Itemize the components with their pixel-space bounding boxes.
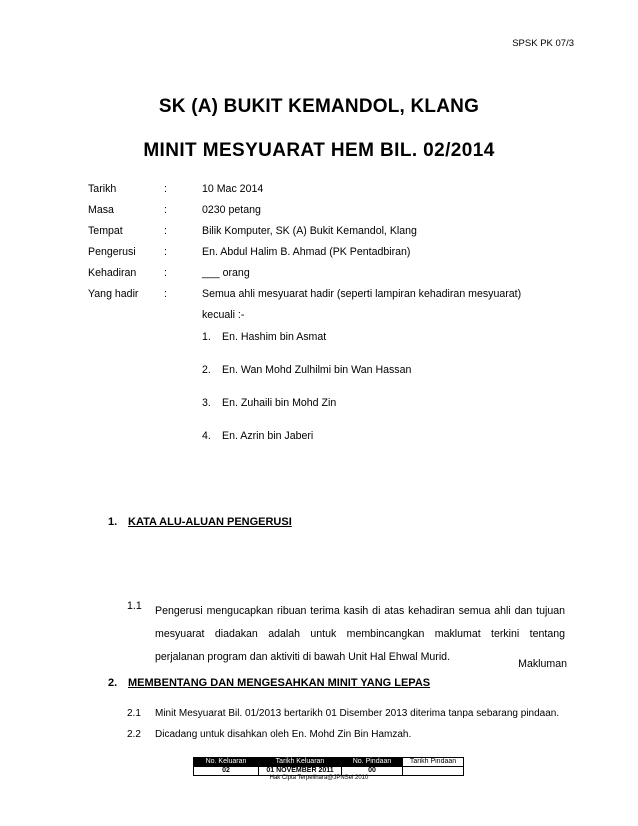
except-label: kecuali :- [202,309,245,321]
absentee-name: En. Azrin bin Jaberi [222,430,314,442]
info-value: ___ orang [202,267,250,279]
info-row-date [88,183,568,204]
absentee-item [88,397,568,430]
absentee-number: 1. [202,331,211,343]
value-cell: 01 NOVEMBER 2011 [259,767,342,776]
section-title: KATA ALU-ALUAN PENGERUSI [128,516,292,528]
absentee-item [88,331,568,364]
info-value: 0230 petang [202,204,261,216]
absentee-name: En. Hashim bin Asmat [222,331,327,343]
info-colon: : [164,267,167,279]
copyright-note: Hak Cipta Terpelihara@JPNSel 2010 [269,775,369,781]
absentee-item [88,430,568,463]
info-label: Masa [88,204,114,216]
action-note: Makluman [518,658,567,670]
info-value: En. Abdul Halim B. Ahmad (PK Pentadbiran) [202,246,411,258]
section-number: 1. [108,516,118,528]
item-number: 2.1 [127,708,141,719]
item-text: Dicadang untuk disahkan oleh En. Mohd Zin Bin Hamzah. [155,729,412,740]
except-line [88,309,568,331]
release-header-row [194,758,464,767]
absentee-item [88,364,568,397]
info-label: Kehadiran [88,267,137,279]
item-text: Pengerusi mengucapkan ribuan terima kasih di atas kehadiran semua ahli dan tujuan mesyuarat diadakan adalah untuk membincangkan maklumat terkini tentang perjalanan program dan aktiviti di bawah Unit Hal Ehwal Murid. [155,605,565,663]
absentee-name: En. Zuhaili bin Mohd Zin [222,397,337,409]
info-value: Semua ahli mesyuarat hadir (seperti lampiran kehadiran mesyuarat) [202,288,522,300]
value-cell: 00 [342,767,403,776]
header-cell: Tarikh Keluaran [259,758,342,767]
info-colon: : [164,288,167,300]
info-row-place [88,225,568,246]
info-row-present [88,288,568,309]
meeting-info [88,183,568,463]
info-label: Tempat [88,225,123,237]
info-label: Pengerusi [88,246,136,258]
item-number: 1.1 [127,600,142,612]
absentee-number: 3. [202,397,211,409]
absentee-name: En. Wan Mohd Zulhilmi bin Wan Hassan [222,364,412,376]
info-row-attendance [88,267,568,288]
info-row-time [88,204,568,225]
item-text: Minit Mesyuarat Bil. 01/2013 bertarikh 01 Disember 2013 diterima tanpa sebarang pindaan. [155,708,560,719]
info-value: Bilik Komputer, SK (A) Bukit Kemandol, Klang [202,225,417,237]
info-colon: : [164,246,167,258]
school-title: SK (A) BUKIT KEMANDOL, KLANG [158,96,480,117]
header-cell: No. Pindaan [342,758,403,767]
header-cell: Tarikh Pindaan [403,758,464,767]
info-label: Yang hadir [88,288,139,300]
info-value: 10 Mac 2014 [202,183,264,195]
absentee-number: 4. [202,430,211,442]
release-info-table [193,757,464,776]
section-2-heading [108,677,430,689]
absentee-number: 2. [202,364,211,376]
value-cell: 02 [194,767,259,776]
document-reference: SPSK PK 07/3 [512,38,574,49]
section-title: MEMBENTANG DAN MENGESAHKAN MINIT YANG LEPAS [128,677,431,689]
item-number: 2.2 [127,729,141,740]
section-1-heading [108,516,292,528]
meeting-title: MINIT MESYUARAT HEM BIL. 02/2014 [143,140,495,161]
info-colon: : [164,204,167,216]
section-number: 2. [108,677,118,689]
info-colon: : [164,225,167,237]
info-row-chair [88,246,568,267]
header-cell: No. Keluaran [194,758,259,767]
info-colon: : [164,183,167,195]
info-label: Tarikh [88,183,117,195]
